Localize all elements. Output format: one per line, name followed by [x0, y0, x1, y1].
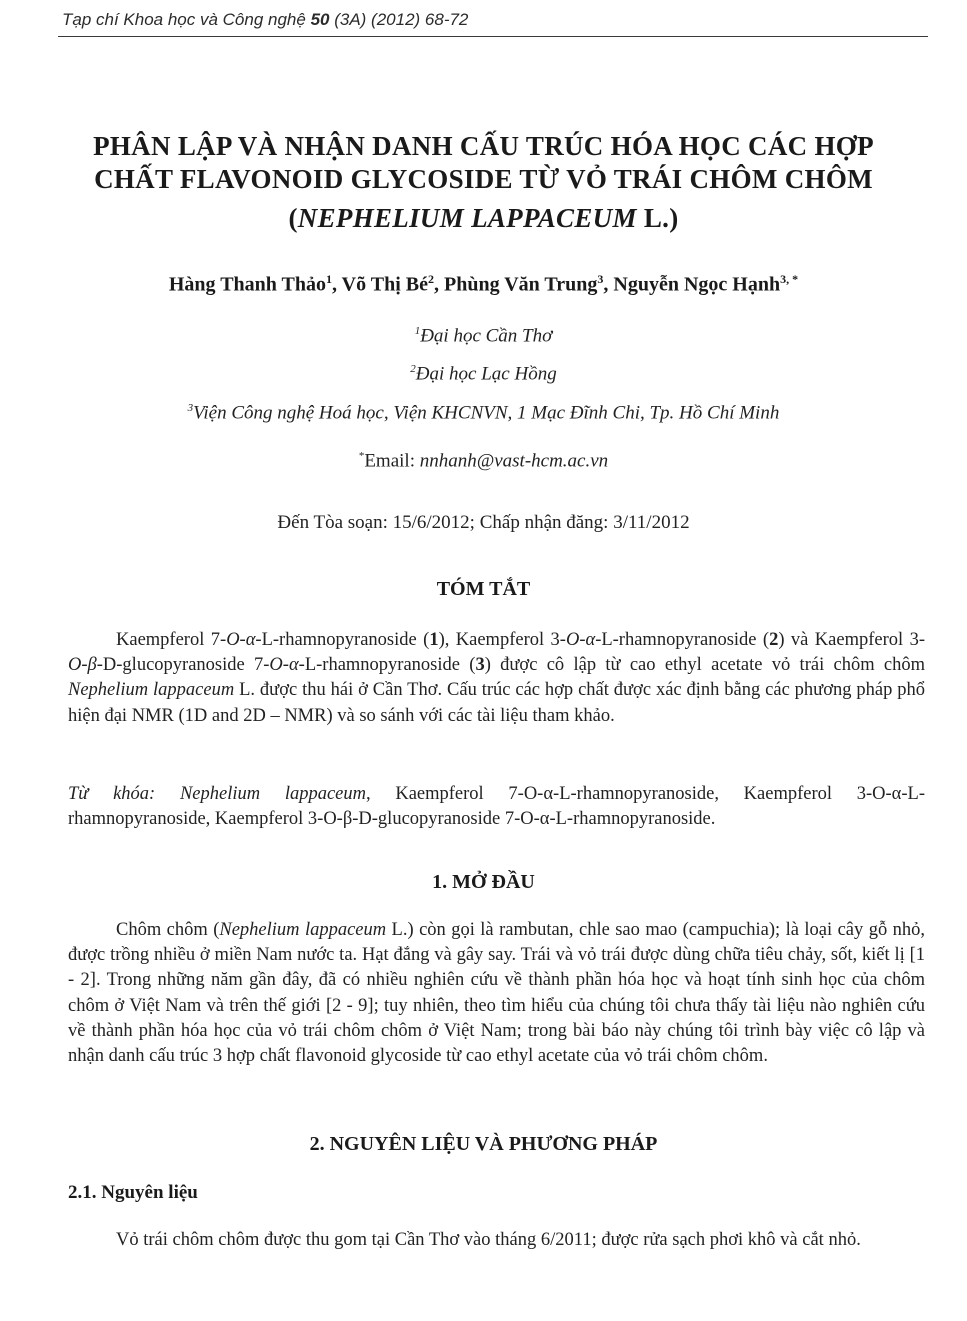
author: Nguyễn Ngọc Hạnh	[613, 273, 781, 296]
author-list: Hàng Thanh Thảo$^1$, Võ Thị $Bé^2$, Phùng Văn Trung$^3$, Nguyễn Ngọc Hạnh$^{3, *}$	[168, 272, 799, 296]
keywords-label: Từ khóa:	[68, 784, 180, 804]
section-1-heading: 1. MỞ ĐẦU	[432, 871, 535, 893]
affiliation-1: $^1$Đại học Cần Thơ	[414, 325, 553, 347]
journal-issue-pages: (3A) (2012) 68-72	[329, 10, 469, 29]
keywords: Từ khóa: Nephelium lappaceum, Kaempferol 7-O-α-L-rhamnopyranoside, Kaempferol 3-O-α-L-rhamnopyranoside, Kaempferol 3-O-β-D-glucopyranoside 7-O-α-L-rhamnopyranoside.	[68, 784, 925, 830]
submission-dates: Đến Tòa soạn: 15/6/2012; Chấp nhận đăng: 3/11/2012	[277, 512, 690, 533]
journal-volume: 50	[310, 10, 330, 29]
journal-name: Tạp chí Khoa học và Công nghệ	[62, 10, 311, 29]
affiliation-3: $^3$Viện Công nghệ Hoá học, Viện KHCNVN, 1 Mạc Đĩnh Chi, Tp. Hồ Chí Minh	[187, 402, 780, 424]
paper-title-line-3: (NEPHELIUM LAPPACEUM L.)	[288, 203, 679, 233]
contact-email: *Email: nnhanh@vast-hcm.ac.vn	[358, 450, 609, 472]
author: Võ Thị Bé	[341, 273, 428, 296]
abstract-text: Kaempferol 7-O-α-L-rhamnopyranoside (1), Kaempferol 3-O-α-L-rhamnopyranoside (2) và Kaempferol 3-O-β-D-glucopyranoside 7-O-α-L-rhamnopyranoside (3) được cô lập từ cao ethyl acetate vỏ trái chôm chôm Nephelium lappaceum L. được thu hái ở Cần Thơ. Cấu trúc các hợp chất được xác định bằng các phương pháp phổ hiện đại NMR (1D and 2D – NMR) và so sánh với các tài liệu tham khảo.	[68, 630, 926, 726]
journal-header	[62, 10, 468, 30]
paper-title-line-1: PHÂN LẬP VÀ NHẬN DANH CẤU TRÚC HÓA HỌC CÁC HỢP	[93, 131, 874, 161]
species-name: NEPHELIUM LAPPACEUM	[297, 203, 637, 233]
abstract-heading: TÓM TẮT	[436, 578, 531, 600]
email-link[interactable]: nnhanh@vast-hcm.ac.vn	[419, 450, 609, 472]
subsection-2-1-paragraph: Vỏ trái chôm chôm được thu gom tại Cần Thơ vào tháng 6/2011; được rửa sạch phơi khô và cắt nhỏ.	[116, 1230, 861, 1250]
author: Phùng Văn Trung	[443, 273, 598, 296]
subsection-2-1-heading: 2.1. Nguyên liệu	[68, 1182, 198, 1203]
section-1-paragraph: Chôm chôm (Nephelium lappaceum L.) còn gọi là rambutan, chle sao mao (campuchia); là loại cây gỗ nhỏ, được trồng nhiều ở miền Nam nước ta. Hạt đắng và gây say. Trái và vỏ trái được dùng chữa tiêu chảy, sốt, kiết lị [1 - 2]. Trong những năm gần đây, đã có nhiều nghiên cứu về thành phần hóa học và hoạt tính sinh học của chôm chôm ở Việt Nam và trên thế giới [2 - 9]; tuy nhiên, theo tìm hiểu của chúng tôi chưa thấy tài liệu nào nghiên cứu về thành phần hóa học của vỏ trái chôm chôm ở Việt Nam; trong bài báo này chúng tôi trình bày việc cô lập và nhận danh cấu trúc 3 hợp chất flavonoid glycoside từ cao ethyl acetate của vỏ trái chôm chôm.	[68, 920, 925, 1067]
author: Hàng Thanh Thảo	[168, 273, 327, 296]
affiliation-2: $^2$Đại học Lạc Hồng	[410, 363, 557, 385]
header-rule	[58, 36, 928, 37]
paper-title-line-2: CHẤT FLAVONOID GLYCOSIDE TỪ VỎ TRÁI CHÔM CHÔM	[94, 164, 873, 194]
section-2-heading: 2. NGUYÊN LIỆU VÀ PHƯƠNG PHÁP	[309, 1133, 658, 1155]
